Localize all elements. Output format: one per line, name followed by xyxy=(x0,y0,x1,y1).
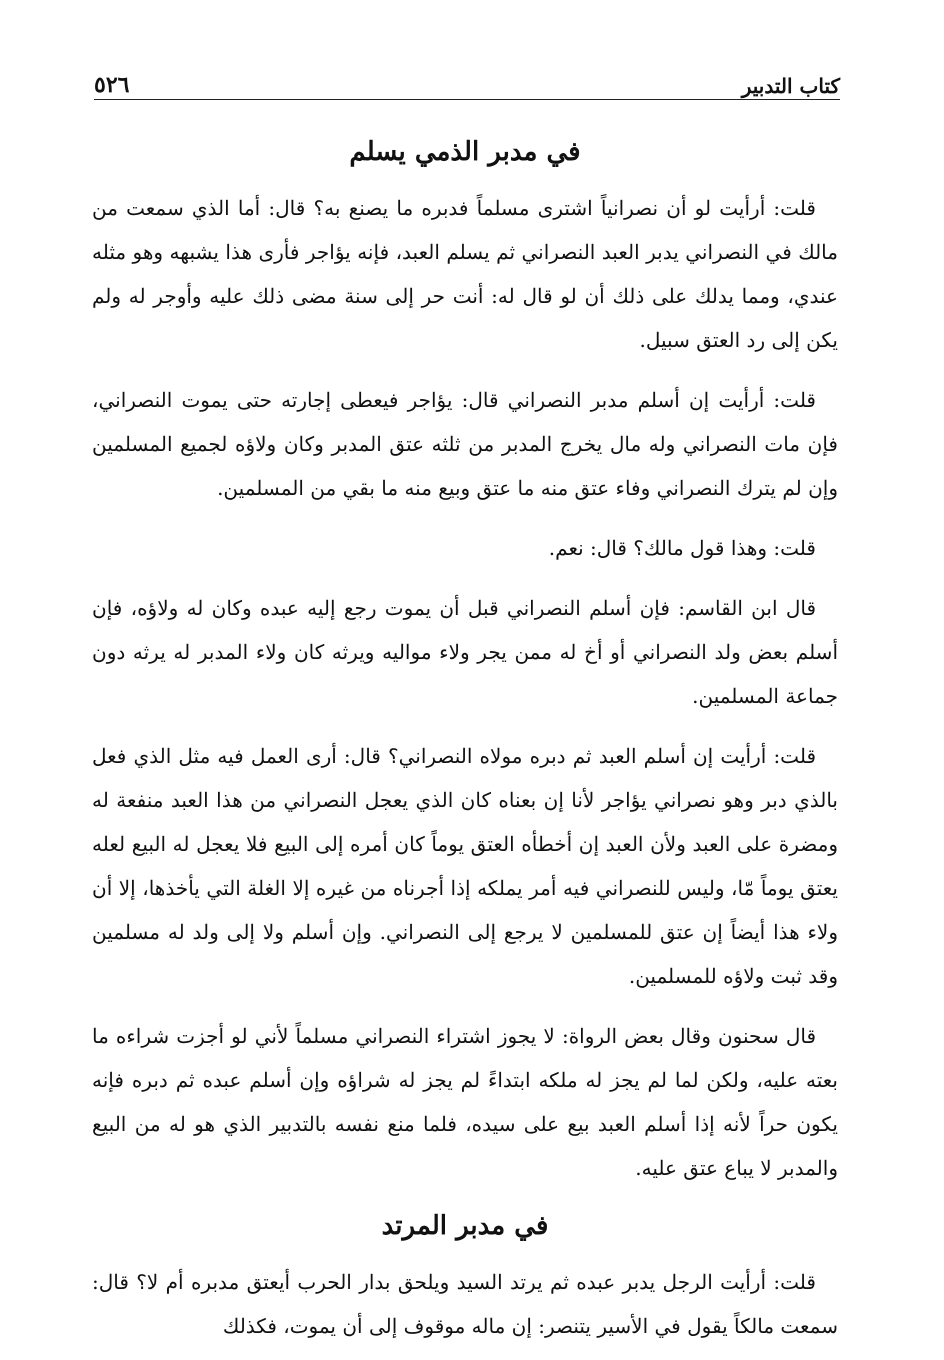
page-number: ٥٢٦ xyxy=(94,72,130,98)
section-title-dhimmi: في مدبر الذمي يسلم xyxy=(349,137,581,167)
paragraph: قلت: أرأيت إن أسلم مدبر النصراني قال: يؤاجر فيعطى إجارته حتى يموت النصراني، فإن مات النصراني وله مال يخرج المدبر من ثلثه عتق المدبر وكان ولاؤه لجميع المسلمين وإن لم يترك النصراني وفاء عتق منه ما عتق وبيع منه ما بقي من المسلمين. xyxy=(92,388,838,500)
paragraph: قلت: أرأيت لو أن نصرانياً اشترى مسلماً فدبره ما يصنع به؟ قال: أما الذي سمعت من مالك في النصراني يدبر العبد النصراني ثم يسلم العبد، فإنه يؤاجر فأرى هذا يشبهه وهو مثله عندي، ومما يدلك على ذلك أن لو قال له: أنت حر إلى سنة مضى ذلك عليه وأوجر له ولم يكن إلى رد العتق سبيل. xyxy=(92,196,838,352)
paragraph: قلت: أرأيت الرجل يدبر عبده ثم يرتد السيد ويلحق بدار الحرب أيعتق مدبره أم لا؟ قال: سمعت مالكاً يقول في الأسير يتنصر: إن ماله موقوف إلى أن يموت، فكذلك xyxy=(92,1270,838,1338)
paragraph: قال ابن القاسم: فإن أسلم النصراني قبل أن يموت رجع إليه عبده وكان له ولاؤه، فإن أسلم بعض ولد النصراني أو أخ له ممن يجر ولاء مواليه ويرثه كان ولاء المدبر له يرثه دون جماعة المسلمين. xyxy=(92,596,838,708)
section-title-murtadd: في مدبر المرتد xyxy=(381,1211,549,1241)
header-rule xyxy=(94,99,840,100)
page-header xyxy=(94,58,840,98)
paragraph: قلت: أرأيت إن أسلم العبد ثم دبره مولاه النصراني؟ قال: أرى العمل فيه مثل الذي فعل بالذي دبر وهو نصراني يؤاجر لأنا إن بعناه كان الذي يعجل النصراني من هذا العبد منفعة له ومضرة على العبد ولأن العبد إن أخطأه العتق يوماً كان أمره إلى البيع فلا يعجل له البيع لعله يعتق يوماً مّا، وليس للنصراني فيه أمر يملكه إذا أجرناه من غيره إلا الغلة التي يأخذها، إلا أن ولاء هذا أيضاً إن عتق للمسلمين لا يرجع إلى النصراني. وإن أسلم ولا إلى ولد له مسلمين وقد ثبت ولاؤه للمسلمين. xyxy=(92,744,838,988)
running-title: كتاب التدبير xyxy=(741,74,840,98)
page-body xyxy=(92,118,838,1348)
paragraph: قال سحنون وقال بعض الرواة: لا يجوز اشتراء النصراني مسلماً لأني لو أجزت شراءه ما بعته عليه، ولكن لما لم يجز له ملكه ابتداءً لم يجز له شراؤه وإن أسلم عبده ثم دبره فإنه يكون حراً لأنه إذا أسلم العبد بيع على سيده، فلما منع نفسه بالتدبير الذي هو له من البيع والمدبر لا يباع عتق عليه. xyxy=(92,1024,839,1180)
paragraph: قلت: وهذا قول مالك؟ قال: نعم. xyxy=(548,536,816,560)
